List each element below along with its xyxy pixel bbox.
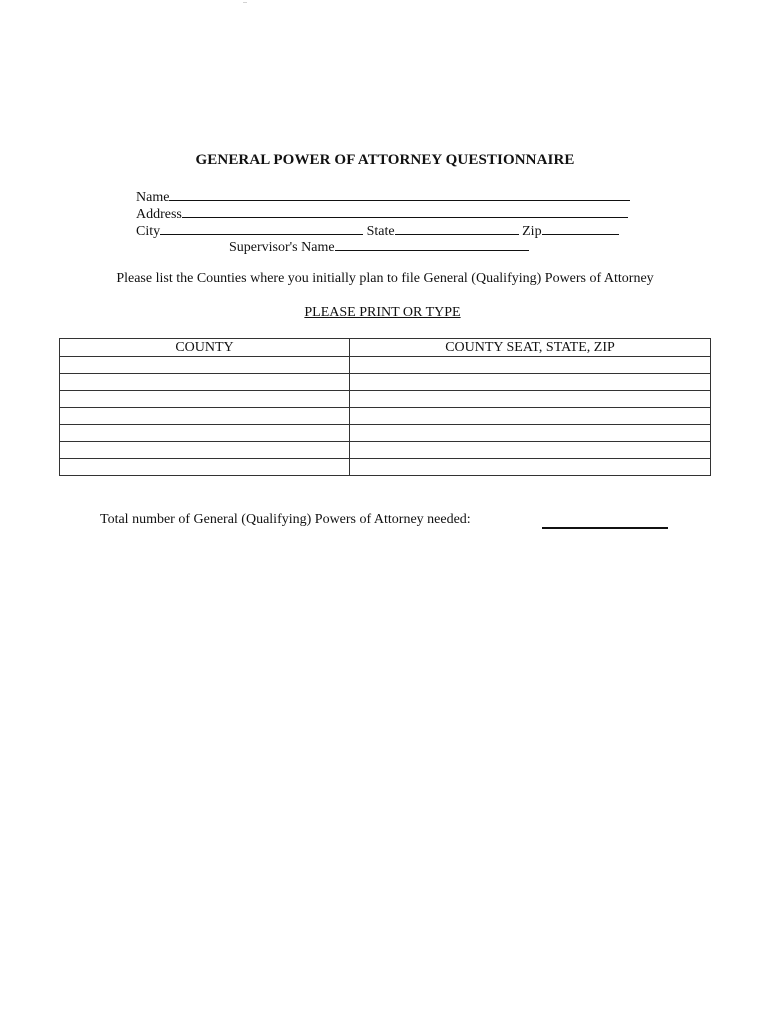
table-row — [60, 408, 711, 425]
zip-field[interactable] — [542, 222, 619, 235]
county-table — [59, 338, 711, 476]
county-cell[interactable] — [60, 357, 350, 374]
county-seat-cell[interactable] — [350, 357, 711, 374]
zip-label: Zip — [522, 224, 542, 239]
city-field[interactable] — [160, 222, 363, 235]
county-seat-cell[interactable] — [350, 425, 711, 442]
county-cell[interactable] — [60, 442, 350, 459]
state-field[interactable] — [395, 222, 519, 235]
county-header: COUNTY — [60, 339, 350, 357]
name-row — [136, 188, 630, 206]
county-seat-cell[interactable] — [350, 408, 711, 425]
total-field[interactable] — [542, 513, 668, 529]
county-cell[interactable] — [60, 425, 350, 442]
supervisor-field[interactable] — [335, 238, 529, 251]
supervisor-row — [229, 238, 529, 256]
table-row — [60, 391, 711, 408]
header-mark: -- — [243, 0, 247, 6]
address-label: Address — [136, 207, 182, 222]
form-title: GENERAL POWER OF ATTORNEY QUESTIONNAIRE — [195, 152, 575, 168]
address-field[interactable] — [182, 205, 628, 218]
county-cell[interactable] — [60, 459, 350, 476]
print-or-type-note: PLEASE PRINT OR TYPE — [304, 305, 461, 320]
instructions-text: Please list the Counties where you initially plan to file General (Qualifying) Powers of Attorney — [116, 271, 654, 286]
county-cell[interactable] — [60, 408, 350, 425]
total-label: Total number of General (Qualifying) Powers of Attorney needed: — [100, 512, 471, 527]
county-seat-header: COUNTY SEAT, STATE, ZIP — [350, 339, 711, 357]
name-field[interactable] — [169, 188, 630, 201]
table-row — [60, 442, 711, 459]
state-label: State — [366, 224, 395, 239]
table-header-row — [60, 339, 711, 357]
supervisor-label: Supervisor's Name — [229, 240, 335, 255]
city-label: City — [136, 224, 161, 239]
county-cell[interactable] — [60, 391, 350, 408]
address-row — [136, 205, 628, 223]
county-seat-cell[interactable] — [350, 374, 711, 391]
table-row — [60, 425, 711, 442]
county-table-body — [60, 357, 711, 476]
table-row — [60, 357, 711, 374]
name-label: Name — [136, 190, 170, 205]
county-seat-cell[interactable] — [350, 459, 711, 476]
table-row — [60, 459, 711, 476]
total-row — [100, 512, 471, 528]
table-row — [60, 374, 711, 391]
county-cell[interactable] — [60, 374, 350, 391]
county-seat-cell[interactable] — [350, 391, 711, 408]
county-seat-cell[interactable] — [350, 442, 711, 459]
